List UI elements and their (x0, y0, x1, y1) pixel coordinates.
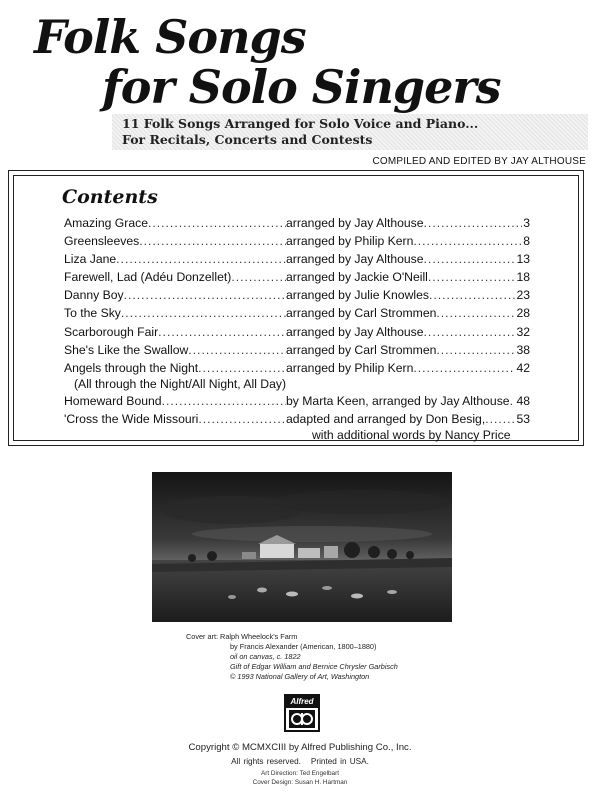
toc-arranger: by Marta Keen, arranged by Jay Althouse (286, 393, 510, 408)
toc-row (64, 268, 530, 286)
toc-arranger: arranged by Jay Althouse (286, 216, 424, 230)
toc-row (64, 323, 530, 341)
alfred-logo-icon (289, 710, 315, 728)
toc-row (64, 304, 530, 322)
copyright-notice: Copyright © MCMXCIII by Alfred Publishing Co., Inc. (188, 742, 412, 753)
toc-row (64, 341, 530, 359)
toc-song: Liza Jane (64, 252, 117, 267)
caption-line-1: Cover art: Ralph Wheelock's Farm (186, 632, 298, 641)
toc-row (64, 359, 530, 377)
toc-song: 'Cross the Wide Missouri (64, 411, 199, 426)
alfred-logo-label: Alfred (286, 696, 318, 708)
toc-note-angels: (All through the Night/All Night, All Day) (74, 376, 287, 391)
toc-song: Farewell, Lad (Adéu Donzellet) (64, 270, 232, 285)
cover-design-credit: Cover Design: Susan H. Hartman (252, 779, 348, 786)
title-line-1: Folk Songs (34, 10, 306, 64)
toc-song: Greensleeves (64, 234, 140, 249)
toc-song: Angels through the Night (64, 360, 199, 375)
subtitle-band (112, 114, 588, 150)
toc-row (64, 250, 530, 268)
contents-heading: Contents (62, 186, 158, 208)
toc-page: 53 (516, 411, 530, 426)
toc-arranger: arranged by Philip Kern (286, 360, 414, 375)
toc-arranger: arranged by Jay Althouse (286, 324, 424, 339)
toc-song: Homeward Bound (64, 393, 162, 408)
rights-line (0, 757, 600, 766)
table-of-contents (64, 214, 530, 443)
toc-row (64, 214, 530, 232)
rights-reserved: All rights reserved. (231, 757, 301, 766)
toc-song: Scarborough Fair (64, 324, 159, 339)
toc-row (64, 232, 530, 250)
toc-arranger: arranged by Jackie O'Neill (286, 270, 428, 285)
title-line-2: for Solo Singers (102, 60, 501, 114)
toc-note-missouri: with additional words by Nancy Price (312, 428, 511, 443)
toc-page: 23 (516, 288, 530, 303)
toc-song: Danny Boy (64, 288, 124, 303)
toc-page: 32 (516, 324, 530, 339)
caption-line-5: © 1993 National Gallery of Art, Washington (230, 672, 370, 681)
compiled-by: COMPILED AND EDITED BY JAY ALTHOUSE (372, 156, 586, 167)
caption-line-2: by Francis Alexander (American, 1800–1880) (230, 642, 377, 651)
toc-song: She's Like the Swallow (64, 342, 189, 357)
toc-page: 28 (516, 306, 530, 321)
toc-arranger: arranged by Julie Knowles (286, 288, 429, 303)
toc-arranger: adapted and arranged by Don Besig, (286, 411, 486, 426)
printed-in: Printed in USA. (310, 757, 369, 766)
alfred-logo (284, 694, 320, 732)
toc-page: 8 (523, 234, 530, 249)
toc-page: 3 (523, 216, 530, 230)
art-direction-credit: Art Direction: Ted Engelbart (260, 770, 340, 777)
subtitle-line-2: For Recitals, Concerts and Contests (122, 132, 373, 147)
toc-page: 42 (516, 360, 530, 375)
toc-page: 48 (516, 393, 530, 408)
toc-row (64, 286, 530, 304)
toc-row (64, 392, 530, 410)
caption-line-3: oil on canvas, c. 1822 (230, 652, 301, 661)
cover-art-caption (186, 632, 398, 682)
toc-arranger: arranged by Carl Strommen (286, 306, 437, 321)
toc-song: Amazing Grace (64, 216, 148, 230)
subtitle-line-1: 11 Folk Songs Arranged for Solo Voice and Piano... (122, 116, 479, 131)
farm-painting-image (152, 472, 452, 622)
toc-page: 38 (516, 342, 530, 357)
caption-line-4: Gift of Edgar William and Bernice Chrysler Garbisch (230, 662, 398, 671)
toc-row (64, 410, 530, 428)
toc-page: 13 (516, 252, 530, 267)
toc-arranger: arranged by Jay Althouse (286, 252, 424, 267)
toc-arranger: arranged by Philip Kern (286, 234, 414, 249)
cover-painting (152, 472, 452, 622)
toc-page: 18 (516, 270, 530, 285)
toc-arranger: arranged by Carl Strommen (286, 342, 437, 357)
toc-song: To the Sky (64, 306, 121, 321)
